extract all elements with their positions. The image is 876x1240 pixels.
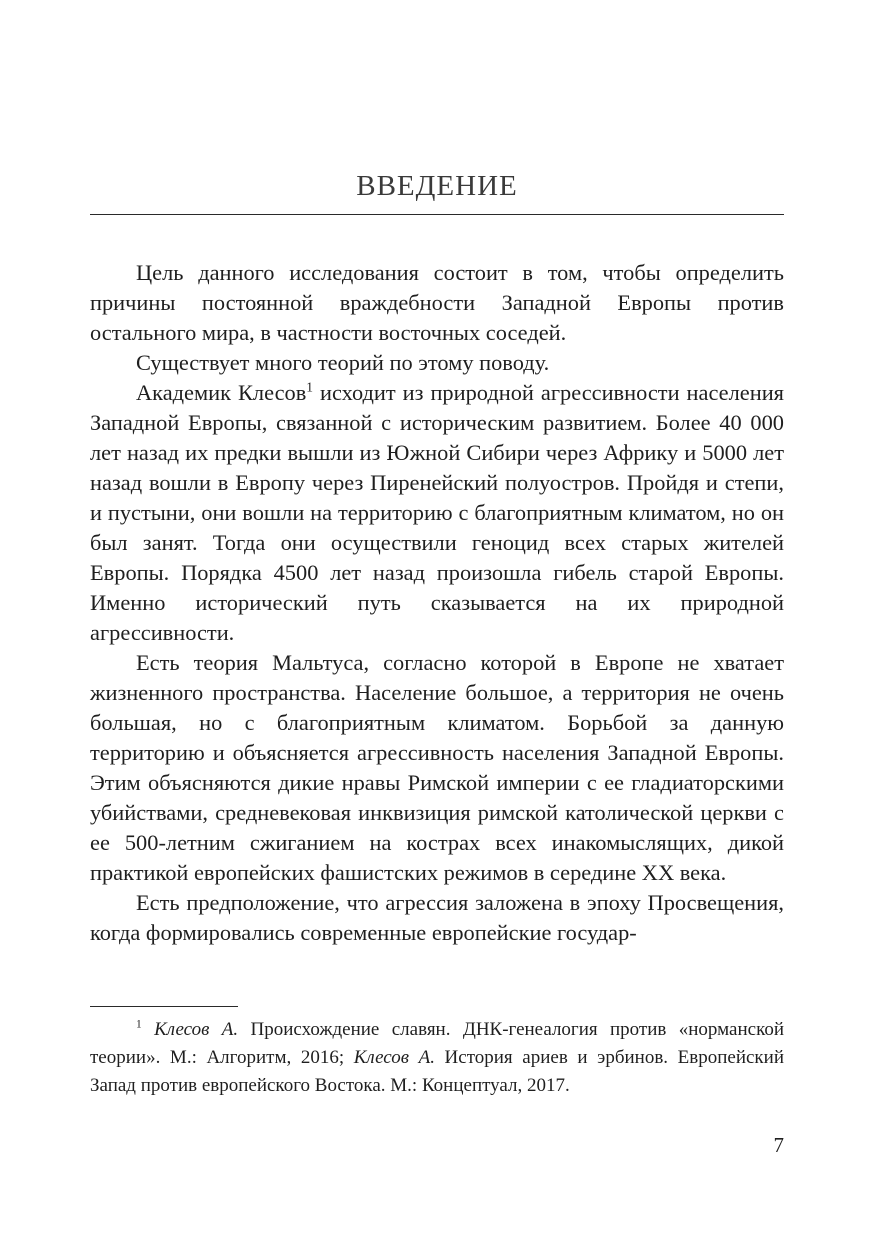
footnote-rule bbox=[90, 1006, 238, 1007]
paragraph-2: Существует много теорий по этому поводу. bbox=[136, 350, 550, 375]
book-page bbox=[90, 0, 784, 1240]
chapter-title: ВВЕДЕНИЕ bbox=[356, 170, 518, 202]
footnote-author-1: Клесов А. bbox=[154, 1019, 239, 1040]
paragraph-3 bbox=[90, 378, 784, 648]
footnote-text-2: История ариев и эрбинов. Европейский Запад против европейского Востока. М.: Концептуал, 2017. bbox=[90, 1047, 784, 1096]
body-text bbox=[90, 258, 784, 948]
paragraph-1: Цель данного исследования состоит в том, чтобы определить причины постоянной враждебности Западной Европы против остального мира, в частности восточных соседей. bbox=[90, 260, 784, 345]
footnote-author-2: Клесов А. bbox=[353, 1047, 435, 1068]
page-number: 7 bbox=[773, 1133, 784, 1157]
paragraph-4: Есть теория Мальтуса, согласно которой в Европе не хватает жизненного пространства. Население большое, а территория не очень большая, но с благоприятным климатом. Борьбой за данную территорию и объясняется агрессивность населения Западной Европы. Этим объясняются дикие нравы Римской империи с ее гладиаторскими убийствами, средневековая инквизиция римской католической церкви с ее 500-летним сжиганием на кострах всех инакомыслящих, дикой практикой европейских фашистских режимов в середине XX века. bbox=[90, 650, 784, 885]
paragraph-5: Есть предположение, что агрессия заложена в эпоху Просвещения, когда формировались современные европейские государ- bbox=[90, 890, 784, 945]
paragraph-3-rest: исходит из природной агрессивности населения Западной Европы, связанной с историческим развитием. Более 40 000 лет назад их предки вышли из Южной Сибири через Африку и 5000 лет назад вошли в Европу через Пиренейский полуостров. Пройдя и степи, и пустыни, они вошли на территорию с благоприятным климатом, но он был занят. Тогда они осуществили геноцид всех старых жителей Европы. Порядка 4500 лет назад произошла гибель старой Европы. Именно исторический путь сказывается на их природной агрессивности. bbox=[90, 380, 784, 645]
paragraph-3-start: Академик Клесов bbox=[136, 380, 307, 405]
footnote-reference[interactable]: 1 bbox=[306, 379, 314, 395]
title-rule bbox=[90, 214, 784, 215]
footnote bbox=[90, 1016, 784, 1100]
footnote-marker: 1 bbox=[136, 1018, 142, 1031]
footnote-text-1: Происхождение славян. ДНК-генеалогия против «норманской теории». М.: Алгоритм, 2016; bbox=[90, 1019, 785, 1068]
